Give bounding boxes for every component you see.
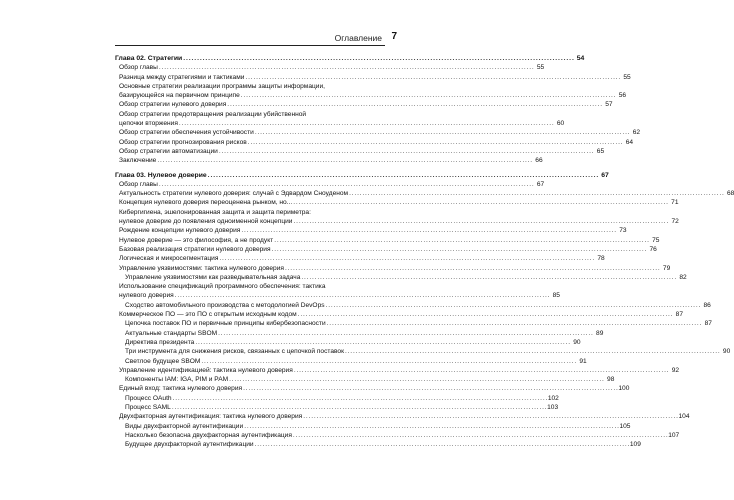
toc-entry-title: Управление уязвимостями как разведывательная задача	[125, 273, 301, 281]
toc-entry-page: 72	[671, 218, 679, 226]
toc-entry-page: 55	[536, 64, 545, 72]
toc-dot-leader	[326, 301, 700, 310]
toc-entry[interactable]	[115, 264, 671, 273]
toc-dot-leader	[255, 440, 629, 449]
toc-entry-title: Использование спецификаций программного обеспечения: тактика	[119, 283, 326, 291]
toc-entry[interactable]	[115, 291, 560, 300]
toc-entry-title: Обзор стратегии автоматизации	[119, 147, 218, 155]
toc-entry-title: Три инструмента для снижения рисков, связанных с цепочкой поставок	[125, 348, 344, 356]
toc-entry-page: 86	[703, 301, 711, 309]
toc-dot-leader	[294, 217, 668, 226]
toc-entry-title: нулевое доверие до появления одноименной концепции	[119, 218, 293, 226]
toc-entry-page: 87	[675, 311, 683, 319]
table-of-contents	[115, 54, 734, 454]
toc-entry-title: Директива президента	[125, 338, 195, 346]
toc-entry-title: Обзор стратегии предотвращения реализации убийственной	[119, 110, 307, 118]
toc-entry[interactable]	[115, 384, 630, 393]
toc-dot-leader	[244, 422, 618, 431]
toc-entry-page: 76	[649, 245, 657, 253]
toc-entry[interactable]	[115, 217, 679, 226]
toc-entry-title: Управление идентификацией: тактика нулевого доверия	[119, 366, 293, 374]
toc-entry-title: Процесс OAuth	[125, 394, 172, 402]
toc-entry-page: 91	[579, 357, 587, 365]
toc-chapter	[115, 171, 734, 450]
toc-entry-title: Обзор главы	[119, 64, 158, 72]
toc-entry-title: Рождение концепции нулевого доверия	[119, 227, 241, 235]
toc-dot-leader	[294, 366, 668, 375]
toc-entry[interactable]	[115, 403, 559, 412]
toc-entry-title: Обзор стратегии нулевого доверия	[119, 101, 227, 109]
toc-dot-leader	[157, 156, 531, 165]
toc-entry-page: 73	[619, 227, 627, 235]
toc-entry-title: Единый вход: тактика нулевого доверия	[119, 385, 243, 393]
toc-entry[interactable]	[115, 357, 587, 366]
toc-entry[interactable]	[115, 422, 631, 431]
toc-entry-page: 104	[678, 413, 690, 421]
toc-entry-title: Кибергигиена, эшелонированная защита и защита периметра:	[119, 208, 311, 216]
toc-entry[interactable]	[115, 100, 613, 109]
toc-dot-leader	[248, 138, 622, 147]
toc-dot-leader	[349, 189, 723, 198]
toc-entry[interactable]	[115, 301, 711, 310]
toc-dot-leader	[274, 236, 648, 245]
toc-chapter-heading[interactable]	[115, 171, 609, 180]
toc-entry-title: Логическая и микросегментация	[119, 255, 219, 263]
toc-entry-title: Базовая реализация стратегии нулевого доверия	[119, 245, 271, 253]
toc-entry-title: Компоненты IAM: IGA, PIM и PAM	[125, 376, 229, 384]
toc-dot-leader	[272, 245, 646, 254]
toc-entry[interactable]	[115, 273, 687, 282]
toc-entry[interactable]	[115, 63, 545, 72]
toc-dot-leader	[255, 128, 629, 137]
toc-entry-page: 67	[601, 171, 609, 179]
toc-entry[interactable]	[115, 440, 641, 449]
toc-entry-title: Виды двухфакторной аутентификации	[125, 422, 244, 430]
toc-entry[interactable]	[115, 189, 734, 198]
toc-dot-leader	[159, 180, 533, 189]
toc-dot-leader	[201, 357, 575, 366]
toc-entry-page: 90	[722, 348, 731, 356]
toc-entry-page: 64	[625, 138, 634, 146]
toc-entry[interactable]	[115, 180, 545, 189]
toc-dot-leader	[241, 91, 615, 100]
toc-entry-line	[115, 110, 385, 119]
toc-entry-title: Обзор главы	[119, 180, 158, 188]
toc-entry-page: 90	[573, 338, 581, 346]
toc-dot-leader	[195, 338, 569, 347]
toc-entry-title: Концепция нулевого доверия переоценена рынком, но...	[119, 199, 293, 207]
toc-dot-leader	[219, 254, 593, 263]
toc-entry-title: Обзор стратегии прогнозирования рисков	[119, 138, 247, 146]
toc-entry[interactable]	[115, 245, 657, 254]
toc-entry-title: нулевого доверия	[119, 292, 174, 300]
toc-dot-leader	[218, 329, 592, 338]
toc-entry-page: 66	[535, 157, 543, 165]
toc-entry-page: 67	[536, 180, 545, 188]
toc-entry-page: 78	[597, 255, 605, 263]
toc-entry-page: 56	[618, 92, 627, 100]
toc-entry[interactable]	[115, 236, 660, 245]
toc-dot-leader	[179, 119, 553, 128]
toc-entry-page: 54	[576, 55, 585, 62]
toc-entry[interactable]	[115, 73, 631, 82]
toc-entry-page: 85	[552, 292, 560, 300]
toc-entry-title: базирующейся на первичном принципе	[119, 92, 240, 100]
toc-entry-line	[115, 208, 385, 217]
toc-entry[interactable]	[115, 394, 559, 403]
toc-chapter	[115, 54, 641, 166]
toc-entry-page: 57	[605, 101, 613, 109]
toc-dot-leader	[293, 198, 667, 207]
toc-entry-title: Будущее двухфакторной аутентификации	[125, 441, 254, 449]
toc-dot-leader	[301, 273, 675, 282]
toc-entry[interactable]	[115, 147, 605, 156]
toc-entry-page: 92	[671, 366, 680, 374]
toc-entry-page: 107	[668, 431, 680, 439]
toc-dot-leader	[208, 171, 598, 180]
toc-entry-title: Двухфакторная аутентификация: тактика нулевого доверия	[119, 413, 303, 421]
toc-dot-leader	[241, 226, 615, 235]
toc-entry-page: 100	[618, 385, 630, 393]
toc-entry[interactable]	[115, 119, 565, 128]
header-rule	[115, 45, 385, 46]
toc-entry[interactable]	[115, 226, 627, 235]
toc-entry[interactable]	[115, 329, 604, 338]
toc-dot-leader	[173, 394, 547, 403]
toc-entry[interactable]	[115, 366, 680, 375]
toc-entry-page: 65	[596, 147, 605, 155]
toc-entry[interactable]	[115, 254, 605, 263]
toc-dot-leader	[327, 319, 701, 328]
toc-dot-leader	[172, 403, 546, 412]
toc-entry-title: Разница между стратегиями и тактиками	[119, 73, 245, 81]
toc-entry-page: 62	[632, 129, 641, 137]
toc-entry-title: Обзор стратегии обеспечения устойчивости	[119, 129, 254, 137]
toc-entry-page: 60	[556, 120, 565, 128]
toc-entry[interactable]	[115, 431, 680, 440]
toc-entry-page: 55	[623, 73, 631, 81]
toc-entry[interactable]	[115, 347, 731, 356]
toc-entry[interactable]	[115, 338, 581, 347]
toc-dot-leader	[298, 310, 672, 319]
toc-dot-leader	[183, 54, 573, 63]
toc-chapter-heading[interactable]	[115, 54, 585, 63]
toc-entry-title: Управление уязвимостями: тактика нулевого доверия	[119, 264, 284, 272]
toc-entry[interactable]	[115, 128, 641, 137]
toc-entry[interactable]	[115, 198, 679, 207]
toc-entry-line	[115, 282, 385, 291]
toc-entry[interactable]	[115, 91, 627, 100]
toc-dot-leader	[243, 384, 617, 393]
toc-entry-page: 75	[652, 236, 660, 244]
toc-entry-page: 98	[607, 376, 615, 384]
toc-dot-leader	[159, 63, 533, 72]
toc-entry-title: Нулевое доверие — это философия, а не продукт	[119, 236, 274, 244]
toc-entry[interactable]	[115, 156, 543, 165]
toc-entry[interactable]	[115, 138, 634, 147]
toc-dot-leader	[285, 264, 659, 273]
toc-entry-title: Актуальные стандарты SBOM	[125, 329, 218, 337]
toc-entry-page: 103	[547, 403, 559, 411]
toc-entry-title: Коммерческое ПО — это ПО с открытым исходным кодом	[119, 311, 297, 319]
toc-dot-leader	[227, 100, 601, 109]
toc-entry-title: цепочки вторжения	[119, 120, 178, 128]
toc-entry[interactable]	[115, 375, 615, 384]
toc-dot-leader	[303, 412, 677, 421]
toc-dot-leader	[293, 431, 667, 440]
toc-entry-page: 102	[547, 394, 559, 402]
toc-entry-line	[115, 82, 385, 91]
toc-entry-page: 105	[619, 422, 631, 430]
toc-entry-title: Сходство автомобильного производства с методологией DevOps	[125, 301, 325, 309]
toc-dot-leader	[175, 291, 549, 300]
toc-entry-title: Заключение	[119, 157, 157, 165]
toc-entry-title: Светлое будущее SBOM	[125, 357, 201, 365]
toc-entry-title: Глава 03. Нулевое доверие	[115, 171, 207, 179]
toc-dot-leader	[219, 147, 593, 156]
toc-entry-title: Насколько безопасна двухфакторная аутентификация	[125, 431, 292, 439]
toc-entry-title: Основные стратегии реализации программы защиты информации,	[119, 82, 325, 90]
toc-entry-page: 71	[671, 199, 679, 207]
toc-entry-title: Процесс SAML	[125, 403, 171, 411]
toc-entry-title: Цепочка поставок ПО и первичные принципы кибербезопасности	[125, 320, 326, 328]
toc-entry[interactable]	[115, 412, 690, 421]
toc-entry-page: 109	[629, 441, 641, 449]
toc-dot-leader	[345, 347, 719, 356]
toc-entry[interactable]	[115, 310, 683, 319]
toc-entry-page: 89	[596, 329, 604, 337]
toc-entry[interactable]	[115, 319, 712, 328]
toc-entry-title: Актуальность стратегии нулевого доверия: случай с Эдвардом Сноуденом	[119, 190, 349, 198]
toc-entry-page: 79	[662, 264, 671, 272]
toc-entry-page: 68	[727, 190, 734, 198]
page-number: 7	[391, 31, 397, 42]
toc-dot-leader	[229, 375, 603, 384]
toc-entry-page: 87	[704, 320, 712, 328]
toc-dot-leader	[245, 73, 619, 82]
running-title: Оглавление	[334, 33, 382, 43]
toc-entry-page: 82	[679, 273, 687, 281]
toc-entry-title: Глава 02. Стратегии	[115, 55, 183, 62]
